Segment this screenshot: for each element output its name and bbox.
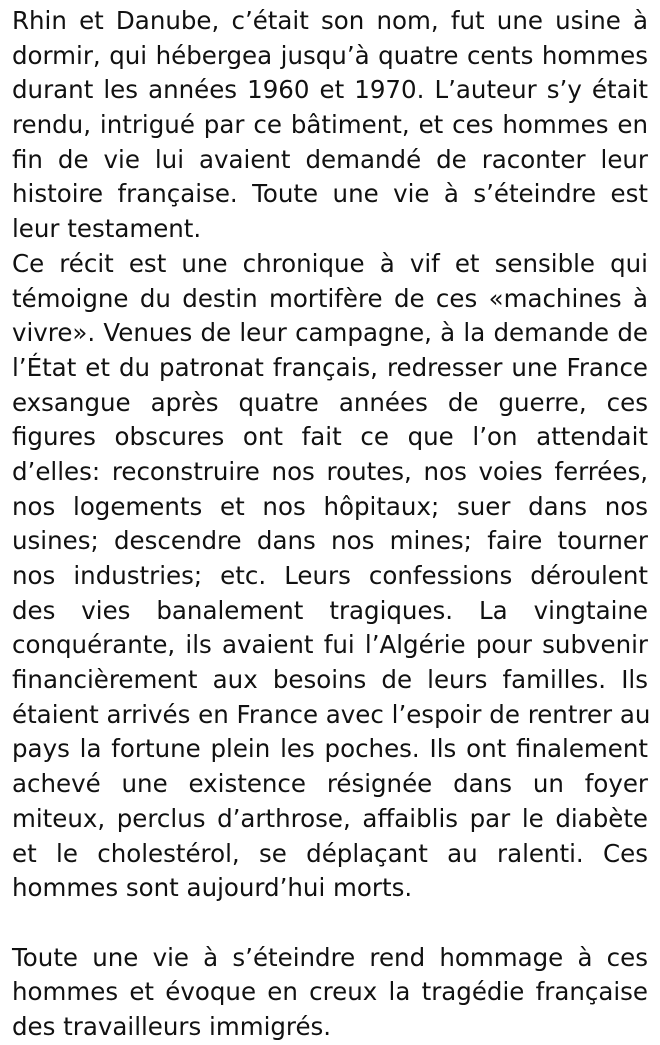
text-line: leur testament. (12, 214, 202, 244)
text-line: des travailleurs immigrés. (12, 1011, 332, 1041)
text-line: durant les années 1960 et 1970. L’auteur s’y était (12, 75, 648, 105)
text-line: achevé une existence résignée dans un foyer (12, 769, 648, 799)
text-line: des vies banalement tragiques. La vingtaine (12, 595, 648, 625)
paragraph (12, 941, 648, 1045)
text-line: hommes sont aujourd’hui morts. (12, 873, 413, 903)
text-line: vivre». Venues de leur campagne, à la demande de (12, 318, 648, 348)
text-line: Toute une vie à s’éteindre rend hommage à ces (12, 942, 648, 972)
text-line: Rhin et Danube, c’était son nom, fut une usine à (12, 6, 648, 35)
text-line: hommes et évoque en creux la tragédie française (12, 977, 648, 1007)
text-line: fin de vie lui avaient demandé de raconter leur (12, 144, 648, 174)
paragraph (12, 247, 651, 906)
text-line: financièrement aux besoins de leurs familles. Ils (12, 665, 648, 695)
paragraph (12, 4, 648, 247)
text-line: figures obscures ont fait ce que l’on attendait (12, 422, 648, 452)
text-line: usines; descendre dans nos mines; faire tourner (12, 526, 648, 556)
text-line: rendu, intrigué par ce bâtiment, et ces hommes en (12, 110, 648, 140)
text-line: nos industries; etc. Leurs confessions déroulent (12, 561, 648, 590)
text-line: exsangue après quatre années de guerre, ces (12, 387, 648, 417)
text-line: étaient arrivés en France avec l’espoir de rentrer au (12, 699, 651, 729)
text-line: conquérante, ils avaient fui l’Algérie pour subvenir (12, 630, 648, 660)
text-line: témoigne du destin mortifère de ces «machines à (12, 283, 648, 313)
text-line: l’État et du patronat français, redresser une France (12, 352, 648, 382)
text-line: dormir, qui hébergea jusqu’à quatre cents hommes (12, 40, 648, 70)
text-line: miteux, perclus d’arthrose, affaiblis par le diabète (12, 803, 648, 833)
text-line: pays la fortune plein les poches. Ils ont finalement (12, 734, 648, 764)
text-line: et le cholestérol, se déplaçant au ralenti. Ces (12, 838, 648, 868)
text-line: Ce récit est une chronique à vif et sensible qui (12, 248, 648, 278)
text-line: d’elles: reconstruire nos routes, nos voies ferrées, (12, 456, 648, 486)
paragraph-gap (12, 906, 648, 941)
text-line: histoire française. Toute une vie à s’éteindre est (12, 179, 648, 209)
text-line: nos logements et nos hôpitaux; suer dans nos (12, 491, 648, 521)
